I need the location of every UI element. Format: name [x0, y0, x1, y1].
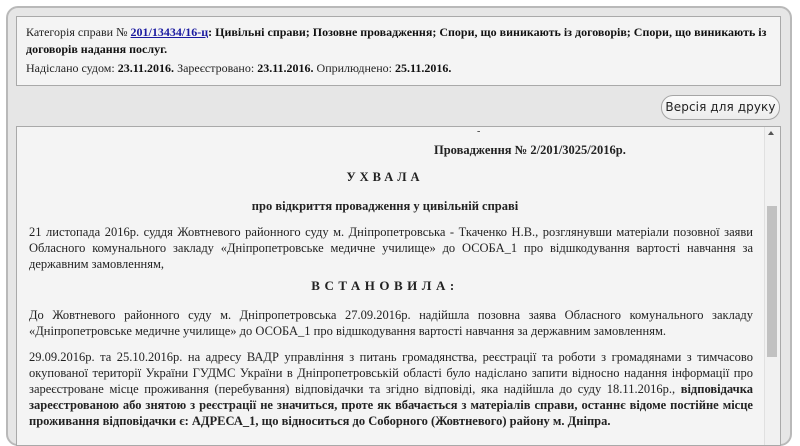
document-frame[interactable]	[16, 126, 781, 446]
registered-date: 23.11.2016.	[257, 61, 314, 75]
case-number-link[interactable]: 201/13434/16-ц	[130, 25, 209, 39]
paragraph-1: 21 листопада 2016р. суддя Жовтневого районного суду м. Дніпропетровська - Ткаченко Н.В., розглянувши матеріали позовної заяви Обласного комунального закладу «Дніпропетровське медичне училище» до ОСОБА_1 про відшкодування вартості навчання за державним замовленням,	[29, 225, 753, 271]
vertical-scrollbar[interactable]	[764, 127, 780, 445]
case-info-box	[16, 16, 781, 86]
paragraph-3-text: 29.09.2016р. та 25.10.2016р. на адресу ВАДР управління з питань громадянства, реєстрації та роботи з громадянами з тимчасово окупованої території України ГУДМС України в Дніпропетровській області було надіслано запити відносно надання інформації про зареєстроване місце проживання (перебування) відповідачки та згідно відповіді, яка надійшла до суду 18.11.2016р.,	[29, 350, 753, 396]
registered-label: Зареєстровано:	[177, 61, 255, 75]
paragraph-2: До Жовтневого районного суду м. Дніпропетровська 27.09.2016р. надійшла позовна заява Обласного комунального закладу «Дніпропетровське медичне училище» до ОСОБА_1 про відшкодування вартості навчання за державним замовленням.	[29, 308, 753, 338]
paragraph-3	[29, 349, 753, 429]
document-title: УХВАЛА	[346, 170, 424, 184]
category-text: : Цивільні справи; Позовне провадження; Спори, що виникають із договорів; Спори, що виникають із договорів надання послуг.	[26, 25, 767, 56]
paragraph-3-bold-text: відповідачка зареєстрованою або знятою з реєстрації не значиться, проте як вбачається з матеріалів справи, останнє відоме постійне місце проживання відповідачки є: АДРЕСА_1, що відноситься до Соборного (Жовтневого) району м. Дніпра.	[29, 382, 753, 428]
case-category-line	[26, 24, 771, 58]
published-date: 25.11.2016.	[395, 61, 452, 75]
section-heading: ВСТАНОВИЛА:	[311, 278, 459, 293]
category-label: Категорія справи №	[26, 25, 128, 39]
case-dates-line	[26, 60, 771, 77]
published-label: Оприлюднено:	[316, 61, 392, 75]
scrollbar-thumb[interactable]	[767, 206, 777, 357]
scroll-up-arrow-icon[interactable]	[768, 131, 774, 135]
proceeding-number: Провадження № 2/201/3025/2016р.	[434, 143, 626, 157]
sent-date: 23.11.2016.	[117, 61, 175, 75]
dash-mark: -	[477, 126, 481, 137]
document-subtitle: про відкриття провадження у цивільній справі	[251, 199, 519, 213]
print-version-button[interactable]: Версія для друку	[661, 95, 780, 120]
sent-label: Надіслано судом:	[26, 61, 115, 75]
